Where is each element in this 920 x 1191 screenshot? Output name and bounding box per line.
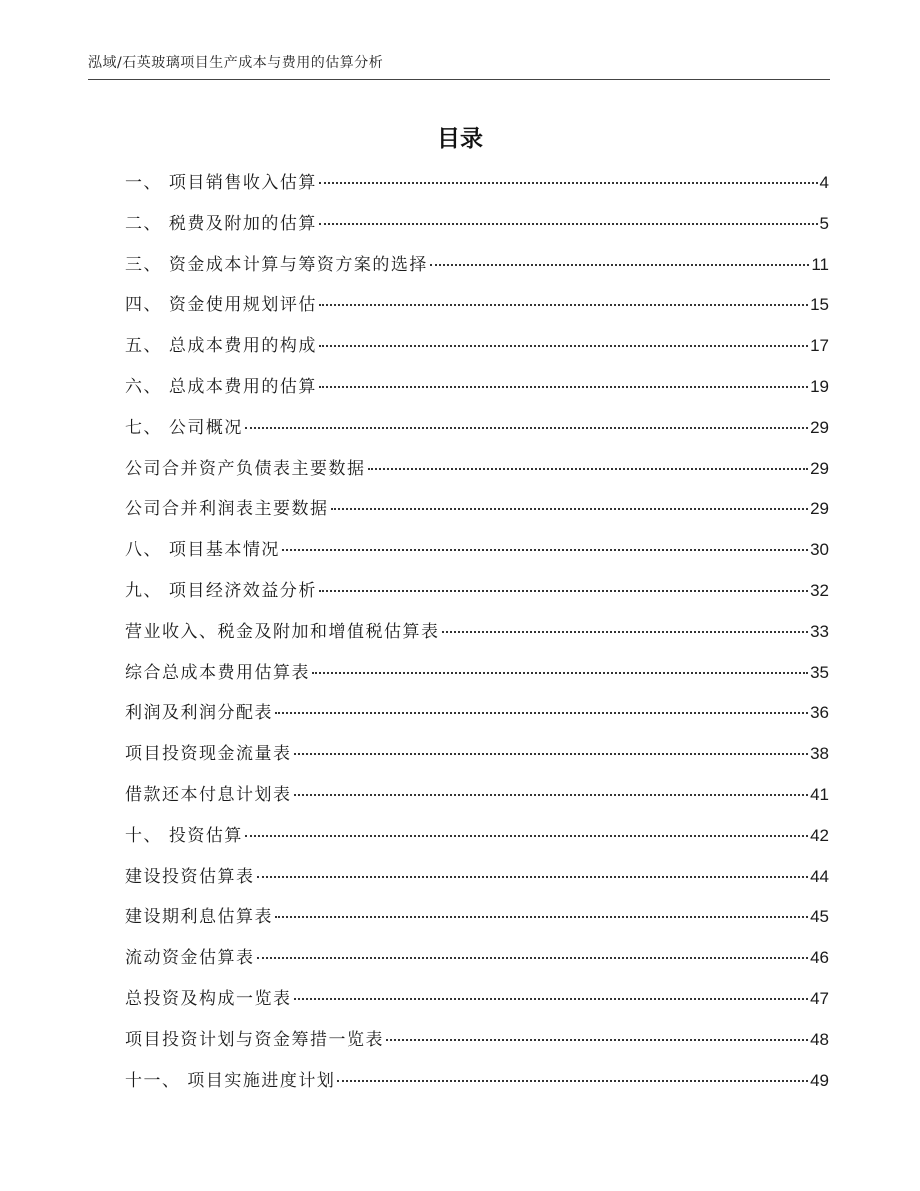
toc-entry-page-number: 44 [810,866,829,886]
toc-dot-leader [312,672,808,674]
toc-dot-leader [319,590,808,592]
toc-entry[interactable] [125,413,829,454]
toc-entry-page-number: 29 [810,458,829,478]
toc-entry[interactable] [125,821,829,862]
toc-dot-leader [319,386,808,388]
toc-dot-leader [257,957,809,959]
toc-entry-label: 利润及利润分配表 [125,703,273,724]
toc-entry-label: 五、 总成本费用的构成 [125,336,317,357]
toc-entry[interactable] [125,535,829,576]
toc-entry[interactable] [125,698,829,739]
toc-entry-page-number: 11 [811,254,829,274]
toc-entry-page-number: 45 [810,907,829,927]
toc-dot-leader [294,753,809,755]
toc-entry[interactable] [125,902,829,943]
toc-entry-label: 建设期利息估算表 [125,907,273,928]
toc-entry[interactable] [125,1066,829,1107]
toc-entry-label: 六、 总成本费用的估算 [125,376,317,397]
toc-entry-label: 公司合并资产负债表主要数据 [125,458,366,479]
toc-entry[interactable] [125,290,829,331]
toc-entry-label: 建设投资估算表 [125,866,255,887]
toc-dot-leader [386,1039,808,1041]
toc-entry-label: 九、 项目经济效益分析 [125,580,317,601]
toc-entry[interactable] [125,617,829,658]
toc-entry-label: 项目投资计划与资金筹措一览表 [125,1029,384,1050]
toc-entry-label: 三、 资金成本计算与筹资方案的选择 [125,254,428,275]
toc-entry-page-number: 32 [810,580,829,600]
toc-dot-leader [245,835,808,837]
toc-dot-leader [275,916,808,918]
toc-entry-label: 八、 项目基本情况 [125,540,280,561]
toc-entry[interactable] [125,576,829,617]
toc-entry-label: 二、 税费及附加的估算 [125,213,317,234]
toc-entry-page-number: 48 [810,1029,829,1049]
toc-entry-page-number: 46 [810,948,829,968]
toc-entry-page-number: 33 [810,621,829,641]
toc-entry-page-number: 42 [810,825,829,845]
header-divider [88,79,830,80]
toc-entry-label: 四、 资金使用规划评估 [125,295,317,316]
toc-entry-page-number: 4 [819,173,829,192]
toc-entry[interactable] [125,943,829,984]
toc-entry[interactable] [125,739,829,780]
toc-entry-page-number: 35 [810,662,829,682]
toc-entry-label: 七、 公司概况 [125,417,243,438]
toc-entry-label: 公司合并利润表主要数据 [125,499,329,520]
toc-entry-page-number: 30 [810,540,829,560]
toc-entry-label: 综合总成本费用估算表 [125,662,310,683]
toc-entry[interactable] [125,372,829,413]
toc-dot-leader [245,427,808,429]
toc-dot-leader [368,468,809,470]
toc-dot-leader [430,264,809,266]
toc-entry[interactable] [125,454,829,495]
toc-entry-label: 借款还本付息计划表 [125,784,292,805]
toc-entry[interactable] [125,1025,829,1066]
toc-entry[interactable] [125,862,829,903]
toc-dot-leader [282,549,808,551]
toc-entry-label: 流动资金估算表 [125,948,255,969]
toc-entry-page-number: 19 [810,376,829,396]
toc-entry-label: 一、 项目销售收入估算 [125,173,317,193]
toc-dot-leader [294,998,809,1000]
toc-entry[interactable] [125,494,829,535]
toc-entry-page-number: 36 [810,703,829,723]
toc-dot-leader [257,876,809,878]
toc-dot-leader [331,508,809,510]
toc-entry[interactable] [125,168,829,209]
toc-dot-leader [275,712,808,714]
toc-entry-page-number: 47 [810,988,829,1008]
toc-entry-page-number: 29 [810,417,829,437]
toc-title: 目录 [437,126,483,152]
toc-entry[interactable] [125,780,829,821]
toc-dot-leader [319,304,808,306]
toc-entry-page-number: 15 [810,295,829,315]
page-header: 泓域/石英玻璃项目生产成本与费用的估算分析 [88,55,384,71]
toc-entry-label: 营业收入、税金及附加和增值税估算表 [125,621,440,642]
toc-entry-page-number: 38 [810,744,829,764]
toc-entry[interactable] [125,658,829,699]
toc-entry-page-number: 41 [810,784,829,804]
toc-list [125,168,829,1106]
toc-entry[interactable] [125,209,829,250]
toc-entry[interactable] [125,250,829,291]
toc-entry-label: 项目投资现金流量表 [125,744,292,765]
toc-entry[interactable] [125,331,829,372]
toc-entry-page-number: 49 [810,1070,829,1090]
toc-dot-leader [294,794,809,796]
toc-dot-leader [319,182,818,184]
toc-entry-page-number: 29 [810,499,829,519]
toc-entry-label: 总投资及构成一览表 [125,988,292,1009]
toc-entry-page-number: 5 [819,213,829,233]
toc-dot-leader [337,1080,808,1082]
toc-entry-label: 十一、 项目实施进度计划 [125,1070,336,1091]
toc-dot-leader [319,345,808,347]
toc-entry-page-number: 17 [810,336,829,356]
toc-dot-leader [319,223,818,225]
toc-dot-leader [442,631,809,633]
toc-entry[interactable] [125,984,829,1025]
toc-entry-label: 十、 投资估算 [125,825,243,846]
